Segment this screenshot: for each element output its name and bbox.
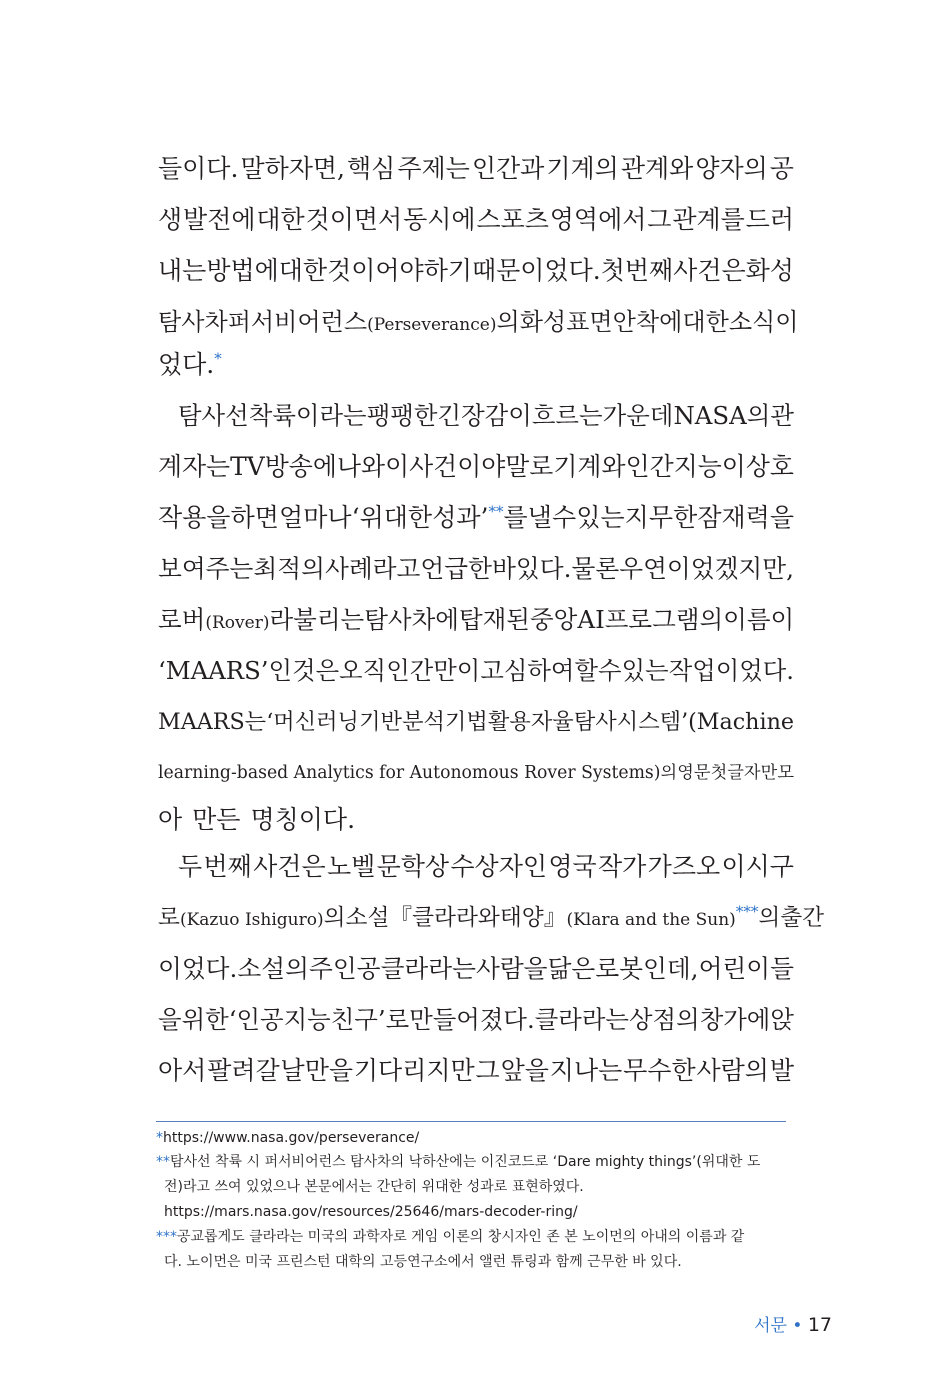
section-title: 서문 — [754, 1316, 787, 1336]
word: 바 — [492, 554, 516, 583]
word: 계자는 — [158, 452, 231, 481]
word: 노벨 — [326, 852, 376, 881]
word: NASA의 — [673, 401, 771, 430]
word: 낼 — [527, 503, 552, 532]
word: 앉 — [770, 1005, 794, 1034]
word: 핵심 — [347, 154, 396, 183]
word: 을 — [158, 1005, 182, 1034]
text-line — [158, 753, 794, 793]
word: 관 — [770, 401, 794, 430]
word: 친구’로 — [330, 1005, 410, 1034]
word: 태양』(Klara and the Sun)***의 — [499, 902, 781, 931]
word: 탑재된 — [458, 605, 530, 634]
text-line — [158, 149, 794, 189]
word: 탐사차 — [158, 308, 228, 336]
footnote-text: 탐사선 착륙 시 퍼서비어런스 탐사차의 낙하산에는 이진코드로 ‘Dare mighty things’(위대한 도 — [170, 1154, 761, 1170]
word: 발 — [769, 1056, 794, 1085]
word: 탐사선 — [178, 401, 249, 430]
word: 번째 — [624, 256, 674, 285]
word: 있는지 — [576, 503, 649, 532]
word: 가운데 — [602, 401, 674, 430]
word: 상호 — [745, 452, 794, 481]
word: 출간 — [780, 905, 825, 931]
word: 불리는 — [293, 605, 365, 634]
word: 사건은 — [253, 852, 326, 881]
word: 사람을 — [476, 954, 548, 983]
text-line — [158, 1000, 794, 1040]
word: 하기 — [423, 256, 472, 285]
word: learning-based Analytics for Autonomous Rover Systems)의 — [158, 763, 678, 783]
word: 화성 — [745, 256, 794, 285]
word: 할 — [574, 656, 598, 685]
word: 스포츠 — [476, 205, 549, 234]
word: 그 — [647, 205, 672, 234]
word: 소식이 — [728, 308, 799, 336]
text-line — [178, 847, 794, 887]
word: 인간과 — [471, 154, 545, 183]
word: 주제는 — [397, 154, 470, 183]
word: 사례라고 — [325, 554, 421, 583]
word: 안착에 — [612, 308, 683, 336]
text-line — [158, 702, 794, 742]
word: 지나는 — [549, 1056, 623, 1085]
word: 기계와 — [553, 452, 626, 481]
word: ‘인공지능 — [228, 1005, 331, 1034]
word: ‘위대한 — [351, 503, 433, 532]
word: 고심하여 — [480, 656, 575, 685]
word: 활용 — [487, 709, 531, 735]
footnote-text: 전)라고 쓰여 있었으나 본문에서는 간단히 위대한 성과로 표현하였다. — [164, 1179, 584, 1195]
text-line — [178, 396, 794, 436]
word: 작가 — [598, 852, 647, 881]
word: 성과’**를 — [432, 502, 528, 532]
word: 닮은 — [547, 954, 596, 983]
word: 아 — [158, 805, 183, 834]
word: 영국 — [548, 852, 597, 881]
word: 무수한 — [623, 1056, 696, 1085]
word: TV — [230, 452, 265, 481]
word: 있다. — [515, 554, 572, 583]
footnote-line — [164, 1250, 682, 1274]
footnote-line — [156, 1225, 744, 1249]
word: 인간만이 — [386, 656, 481, 685]
word: 것은 — [292, 656, 340, 685]
word: 수 — [552, 503, 577, 532]
word: 위한 — [181, 1005, 229, 1034]
footnote-mark: * — [156, 1130, 163, 1146]
word: 대한 — [278, 256, 328, 285]
text-line — [158, 549, 794, 589]
word: 만든 — [192, 805, 241, 834]
word: 첫글자만 — [710, 763, 778, 783]
word: 흐르는 — [531, 401, 603, 430]
footnote-text: https://mars.nasa.gov/resources/25646/mars-decoder-ring/ — [164, 1204, 578, 1220]
word: 말하자면, — [240, 154, 345, 183]
footnote-mark: *** — [156, 1229, 177, 1245]
word: 명칭이다. — [250, 805, 356, 834]
word: 지능이 — [673, 452, 746, 481]
word: 영역에서 — [549, 205, 647, 234]
page-folio — [754, 1311, 832, 1336]
footnote-divider — [156, 1121, 786, 1122]
word: 하면 — [230, 503, 279, 532]
word: 기다리지만 — [353, 1056, 475, 1085]
word: 사람의 — [696, 1056, 769, 1085]
word: 사건은 — [673, 256, 746, 285]
word: 작용을 — [158, 503, 231, 532]
word: 시스템’(Machine — [616, 709, 794, 735]
text-line — [158, 302, 799, 342]
word: 탐사 — [573, 709, 617, 735]
footnote-line — [164, 1200, 578, 1224]
word: 영문 — [677, 763, 711, 783]
word: 들이다. — [158, 154, 239, 183]
word: 드러 — [745, 205, 794, 234]
word: 얼마나 — [279, 503, 352, 532]
word: 날만을 — [280, 1056, 353, 1085]
word: 이시구 — [721, 852, 794, 881]
page-number: 17 — [807, 1314, 832, 1336]
word: 로(Kazuo Ishiguro)의 — [158, 905, 346, 931]
word: 우연이었겠지만, — [619, 554, 794, 583]
footnote-text: 공교롭게도 클라라는 미국의 과학자로 게임 이론의 창시자인 존 본 노이먼의 아내의 이름과 같 — [177, 1229, 745, 1245]
word: 이 — [385, 452, 410, 481]
word: ‘머신러닝 — [266, 709, 359, 735]
word: 탐사차에 — [364, 605, 459, 634]
word: 모 — [777, 763, 794, 783]
word: 방법에 — [206, 256, 279, 285]
word: 퍼서비어런스(Perseverance)의 — [227, 308, 520, 336]
word: 사건이야말로 — [409, 452, 554, 481]
word: 클라라는 — [380, 954, 476, 983]
word: 앞을 — [500, 1056, 549, 1085]
word: 소설 — [345, 905, 390, 931]
word: 대한 — [256, 205, 305, 234]
word: 잠재력을 — [697, 503, 794, 532]
word: 두 — [178, 852, 203, 881]
word: 긴장감이 — [437, 401, 532, 430]
text-line — [158, 498, 794, 538]
footnote-text: 다. 노이먼은 미국 프린스턴 대학의 고등연구소에서 앨런 튜링과 함께 근무한 바 있다. — [164, 1254, 682, 1270]
word: 생 — [158, 205, 183, 234]
word: 것이어야 — [327, 256, 424, 285]
word: 수 — [598, 656, 622, 685]
word: 그 — [475, 1056, 500, 1085]
word: 프로그램의 — [604, 605, 724, 634]
word: AI — [577, 605, 605, 634]
footnote-line — [156, 1150, 760, 1174]
word: 화성 — [519, 308, 567, 336]
word: 중앙 — [529, 605, 578, 634]
folio-bullet: • — [792, 1316, 803, 1336]
word: ‘MAARS’인 — [158, 656, 292, 685]
word: 상점의 — [629, 1005, 700, 1034]
word: 방송에 — [264, 452, 337, 481]
word: 언급한 — [420, 554, 492, 583]
word: 자율 — [530, 709, 574, 735]
word: 착륙이라는 — [248, 401, 367, 430]
word: 관계를 — [672, 205, 745, 234]
word: 표면 — [566, 308, 613, 336]
word: 나와 — [336, 452, 385, 481]
word: 문학상 — [376, 852, 450, 881]
word: 수상자인 — [450, 852, 548, 881]
word: 이름이 — [723, 605, 795, 634]
word: 분석기법 — [402, 709, 488, 735]
footnote-mark: ** — [156, 1154, 170, 1170]
word: 인간 — [625, 452, 674, 481]
word: 어린이들 — [698, 954, 794, 983]
word: 가즈오 — [647, 852, 721, 881]
text-line — [158, 600, 794, 640]
word: 기반 — [359, 709, 402, 735]
word: 오직 — [339, 656, 387, 685]
text-line — [158, 251, 794, 291]
word: 양자의 — [695, 154, 768, 183]
word: 로버(Rover)라 — [158, 605, 294, 634]
word: 물론 — [571, 554, 620, 583]
text-line — [158, 447, 794, 487]
text-line — [158, 651, 794, 691]
word: 기계의 — [546, 154, 619, 183]
word: 최적의 — [253, 554, 325, 583]
word: 내는 — [158, 256, 207, 285]
text-line — [158, 200, 794, 240]
text-line — [158, 1051, 794, 1091]
text-line — [158, 949, 794, 989]
word: 소설의 — [237, 954, 309, 983]
word: 클라라는 — [534, 1005, 629, 1034]
footnote-line — [164, 1175, 584, 1199]
word: 공 — [769, 154, 794, 183]
word: 있는 — [621, 656, 669, 685]
word: 번째 — [203, 852, 252, 881]
text-line — [158, 345, 794, 385]
word: 첫 — [600, 256, 625, 285]
word: 무한 — [648, 503, 698, 532]
word: 『클라라와 — [389, 905, 500, 931]
word: 창가에 — [699, 1005, 771, 1034]
text-line — [158, 800, 794, 840]
word: 작업이었다. — [668, 656, 794, 685]
word: 보여주는 — [158, 554, 254, 583]
word: 관계와 — [620, 154, 694, 183]
footnote-line — [156, 1126, 419, 1150]
word: MAARS는 — [158, 709, 267, 735]
word: 로봇인데, — [595, 954, 699, 983]
word: 때문이었다. — [472, 256, 601, 285]
word: 동시에 — [403, 205, 476, 234]
word: 팔려갈 — [207, 1056, 280, 1085]
word: 만들어졌다. — [409, 1005, 535, 1034]
word: 팽팽한 — [366, 401, 438, 430]
word: 었다.* — [158, 349, 222, 379]
word: 발전에 — [183, 205, 256, 234]
word: 이었다. — [158, 954, 238, 983]
word: 것이면서 — [305, 205, 403, 234]
word: 대한 — [682, 308, 729, 336]
word: 주인공 — [309, 954, 381, 983]
word: 아서 — [158, 1056, 207, 1085]
footnote-text: https://www.nasa.gov/perseverance/ — [163, 1130, 420, 1146]
text-line — [158, 898, 825, 938]
